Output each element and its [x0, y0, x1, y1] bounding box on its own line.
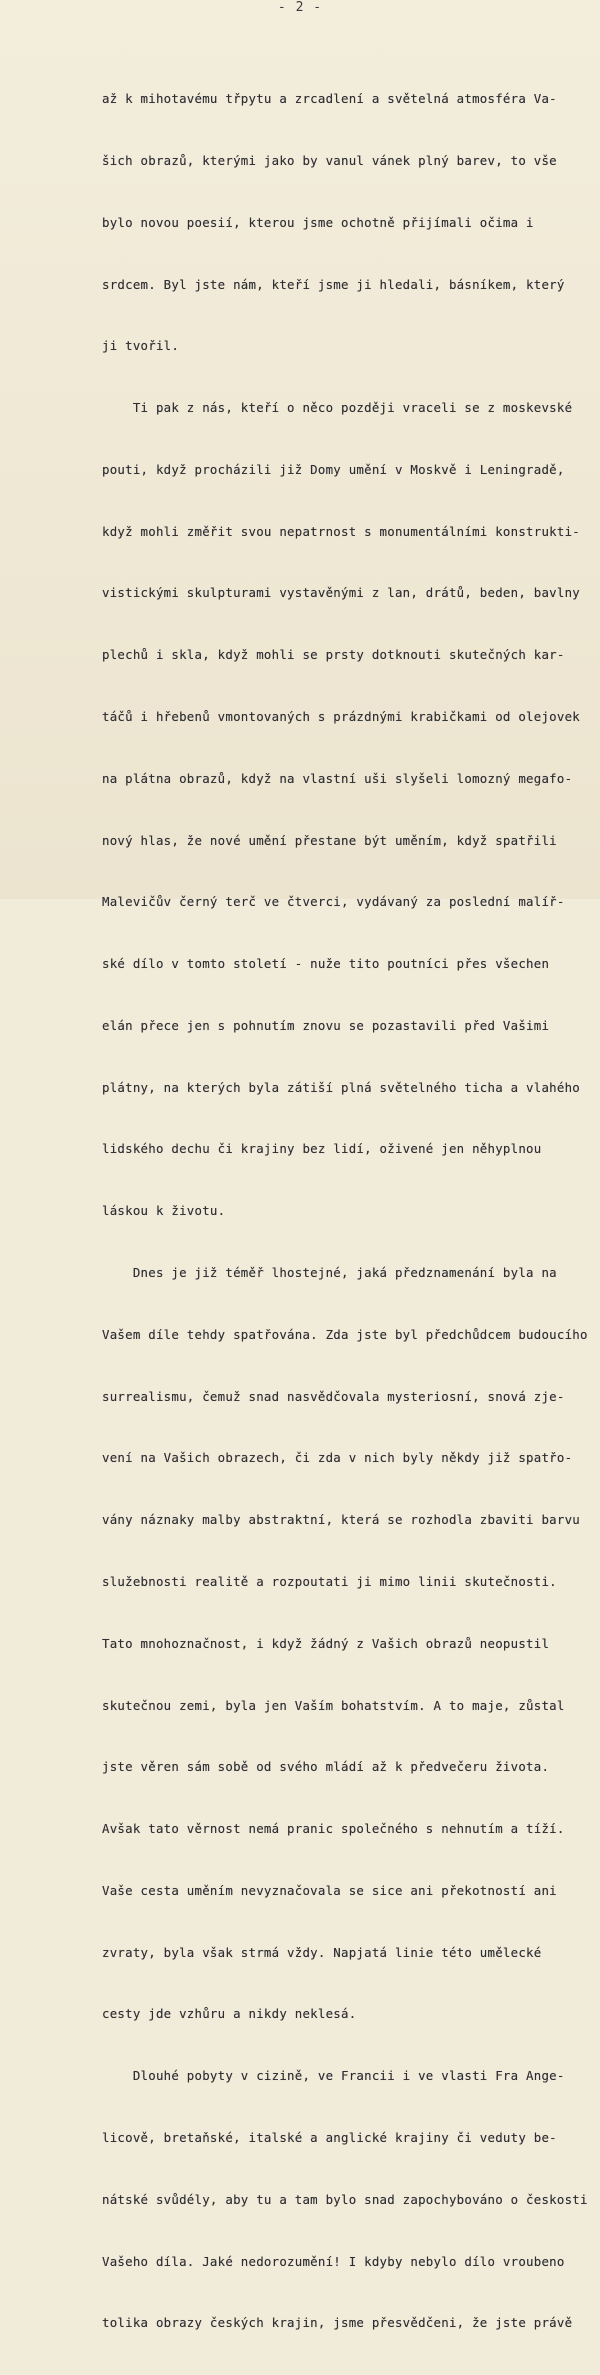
- text-line: skutečnou zemi, byla jen Vaším bohatstvím. A to maje, zůstal: [102, 1697, 565, 1713]
- text-line: ji tvořil.: [102, 338, 180, 354]
- text-line: táčů i hřebenů vmontovaných s prázdnými krabičkami od olejovek: [102, 709, 581, 724]
- text-line: zvraty, byla však strmá vždy. Napjatá linie této umělecké: [102, 1944, 542, 1960]
- text-line: vistickými skulpturami vystavěnými z lan, drátů, beden, bavlny: [102, 585, 581, 601]
- text-line: služebnosti realitě a rozpoutati ji mimo linii skutečnosti.: [102, 1573, 557, 1589]
- text-line: surrealismu, čemuž snad nasvědčovala mysteriosní, snová zje-: [102, 1388, 565, 1404]
- text-line: ské dílo v tomto století - nuže tito poutníci přes všechen: [102, 956, 550, 972]
- text-line: Vašem díle tehdy spatřována. Zda jste byl předchůdcem budoucího: [102, 1326, 588, 1342]
- text-line: lidského dechu či krajiny bez lidí, oživené jen něhyplnou: [102, 1141, 542, 1157]
- text-line: na plátna obrazů, když na vlastní uši slyšeli lomozný megafo-: [102, 770, 573, 786]
- text-line: nový hlas, že nové umění přestane být uměním, když spatřili: [102, 832, 557, 848]
- text-line: plechů i skla, když mohli se prsty dotknouti skutečných kar-: [102, 647, 565, 663]
- text-line: vení na Vašich obrazech, či zda v nich byly někdy již spatřo-: [102, 1450, 573, 1466]
- text-line: elán přece jen s pohnutím znovu se pozastavili před Vašimi: [102, 1017, 550, 1033]
- text-line: Dlouhé pobyty v cizině, ve Francii i ve vlasti Fra Ange-: [102, 2068, 565, 2084]
- text-line: Ti pak z nás, kteří o něco později vraceli se z moskevské: [102, 400, 573, 416]
- text-line: tolika obrazy českých krajin, jsme přesvědčeni, že jste právě: [102, 2315, 573, 2331]
- text-line: když mohli změřit svou nepatrnost s monumentálními konstrukti-: [102, 523, 581, 539]
- text-line: až k mihotavému třpytu a zrcadlení a světelná atmosféra Va-: [102, 91, 557, 107]
- text-line: nátské svůdély, aby tu a tam bylo snad zapochybováno o českosti: [102, 2191, 588, 2207]
- text-line: plátny, na kterých byla zátiší plná světelného ticha a vlahého: [102, 1079, 581, 1095]
- text-line: Dnes je již téměř lhostejné, jaká předznamenání byla na: [102, 1265, 557, 1281]
- text-line: vány náznaky malby abstraktní, která se rozhodla zbaviti barvu: [102, 1512, 581, 1528]
- text-line: šich obrazů, kterými jako by vanul vánek plný barev, to vše: [102, 152, 557, 168]
- text-line: Malevičův černý terč ve čtverci, vydávaný za poslední malíř-: [102, 894, 565, 910]
- text-line: Vaše cesta uměním nevyznačovala se sice ani překotností ani: [102, 1882, 557, 1898]
- text-line: bylo novou poesií, kterou jsme ochotně přijímali očima i: [102, 214, 534, 230]
- text-line: licově, bretaňské, italské a anglické krajiny či veduty be-: [102, 2129, 557, 2145]
- page-number: - 2 -: [277, 0, 323, 15]
- text-line: jste věren sám sobě od svého mládí až k předvečeru života.: [102, 1759, 550, 1775]
- body-text: [102, 48, 600, 2375]
- text-line: srdcem. Byl jste nám, kteří jsme ji hledali, básníkem, který: [102, 276, 565, 292]
- text-line: Avšak tato věrnost nemá pranic společného s nehnutím a tíží.: [102, 1821, 565, 1837]
- text-line: láskou k životu.: [102, 1203, 226, 1219]
- text-line: cesty jde vzhůru a nikdy neklesá.: [102, 2006, 357, 2022]
- text-line: Tato mnohoznačnost, i když žádný z Vašich obrazů neopustil: [102, 1635, 550, 1651]
- text-line: pouti, když procházili již Domy umění v Moskvě i Leningradě,: [102, 461, 565, 477]
- text-line: Vašeho díla. Jaké nedorozumění! I kdyby nebylo dílo vroubeno: [102, 2253, 565, 2269]
